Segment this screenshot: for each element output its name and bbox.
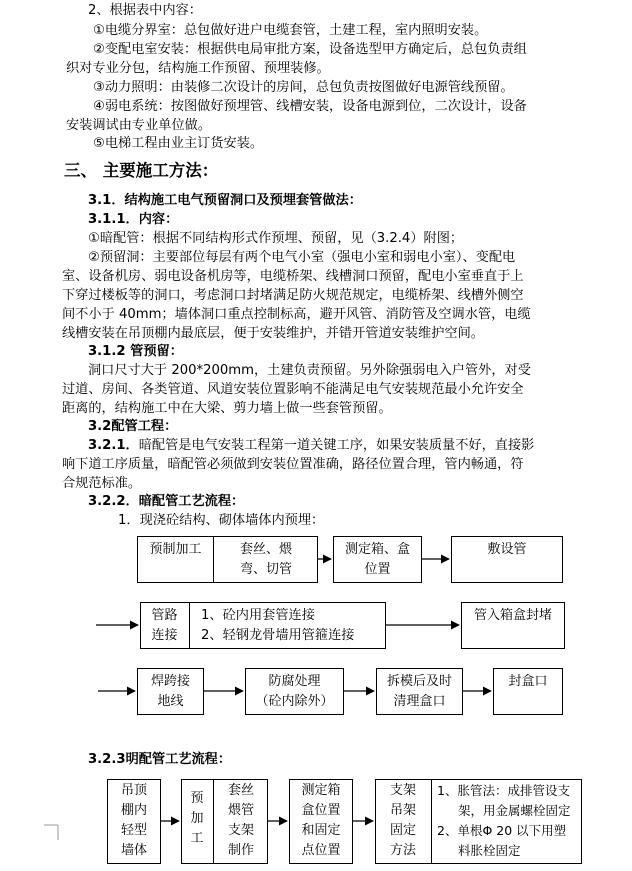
scope-item: ③动力照明：由装修二次设计的房间，总包负责按图做好电源管线预留。	[93, 80, 514, 95]
paragraph-line: 下穿过楼板等的洞口，考虑洞口封堵满足防火规范规定，电缆桥架、线槽外侧空	[62, 288, 524, 303]
flow-text: 墙体	[120, 843, 147, 858]
subsection-title: 3.2.3明配管工艺流程：	[88, 752, 232, 767]
paragraph-line: ②预留洞：主要部位每层有两个电气小室（强电小室和弱电小室）、变配电	[88, 250, 516, 265]
paragraph-line: ①暗配管：根据不同结构形式作预埋、预留，见（3.2.4）附图；	[88, 231, 464, 246]
flow-text: 制作	[227, 843, 254, 858]
flow-note: 料胀栓固定	[458, 843, 521, 858]
scope-item: ①电缆分界室：总包做好进户电缆套管，土建工程，室内照明安装。	[93, 23, 488, 38]
flow-note: 1、胀管法：成排管设支	[437, 783, 570, 798]
flow-text: 加	[190, 811, 204, 826]
paragraph-line: 线槽安装在吊顶棚内最底层，便于安装维护，并错开管道安装维护空间。	[62, 326, 484, 341]
flow-text: 焊跨接	[150, 674, 190, 689]
flow-text: 吊顶	[120, 783, 147, 798]
subsection-title: 3.2配管工程：	[88, 419, 178, 434]
flow-text: 测定箱	[301, 783, 341, 798]
flow-text: 支架	[389, 783, 416, 798]
paragraph-line: 间不小于 40mm；墙体洞口重点控制标高，避开风管、消防管及空调水管，电缆	[62, 307, 531, 322]
section-title: 三、 主要施工方法：	[64, 161, 219, 180]
flow-text: 煨管	[227, 803, 254, 818]
scope-item: ②变配电室安装：根据供电局审批方案，设备选型甲方确定后，总包负责组	[93, 42, 527, 57]
flow-text: 盒位置	[301, 803, 341, 818]
flow-text: 敷设管	[487, 542, 527, 557]
flow-text: （砼内除外）	[255, 694, 334, 709]
flow-text: 管入箱盒封堵	[473, 608, 552, 623]
flow-text: 工	[190, 831, 204, 846]
subsection-title: 3.1.2 管预留：	[88, 344, 183, 359]
flow-text: 套丝、煨	[239, 542, 292, 557]
scope-heading: 2、根据表中内容：	[88, 3, 202, 18]
flow-text: 测定箱、盒	[344, 542, 410, 557]
paragraph-line: 洞口尺寸大于 200*200mm，土建负责预留。另外除强弱电入户管外，对受	[88, 363, 531, 378]
flow-text: 1、砼内用套管连接	[201, 608, 315, 623]
flow-text: 方法	[389, 843, 416, 858]
scope-item: ⑤电梯工程由业主订货安装。	[93, 136, 264, 151]
subsection-title: 3.1．结构施工电气预留洞口及预埋套管做法：	[88, 193, 362, 208]
flow-text: 弯、切管	[239, 562, 292, 577]
subsection-sub: 1．现浇砼结构、砌体墙体内预埋：	[118, 513, 325, 528]
flow-text: 2、轻钢龙骨墙用管箍连接	[201, 628, 355, 643]
flow-text: 管路	[151, 608, 178, 623]
flow-note: 2、单根Φ 20 以下用塑	[437, 823, 567, 838]
flow-text: 棚内	[120, 803, 147, 818]
paragraph-line: 过道、房间、各类管道、风道安装位置影响不能满足电气安装规范最小允许安全	[62, 382, 524, 397]
paragraph-line: 3.2.1．暗配管是电气安装工程第一道关键工序，如果安装质量不好，直接影	[88, 438, 535, 453]
scope-item: 安装调试由专业单位做。	[66, 118, 212, 133]
subsection-title: 3.1.1．内容：	[88, 212, 179, 227]
subsection-number: 3.2.1．	[88, 438, 139, 453]
scope-item: 织对专业分包，结构施工作预留、预埋装修。	[66, 61, 330, 76]
subsection-number: 3.2.3	[88, 752, 126, 767]
flow-text: 套丝	[227, 783, 254, 798]
flow-text: 轻型	[120, 823, 147, 838]
flow-text: 清理盒口	[393, 694, 446, 709]
flow-text: 吊架	[389, 803, 416, 818]
flow-text: 封盒口	[508, 674, 548, 689]
paragraph-line: 响下道工序质量，暗配管必须做到安装位置准确，路径位置合理，管内畅通，符	[62, 457, 524, 472]
paragraph-line: 距离的，结构施工中在大梁、剪力墙上做一些套管预留。	[62, 401, 392, 416]
flow-text: 地线	[157, 694, 184, 709]
flow-text: 点位置	[301, 843, 341, 858]
flow-text: 预	[190, 791, 204, 806]
flow-text: 和固定	[301, 823, 341, 838]
paragraph-line: 室、设备机房、弱电设备机房等，电缆桥架、线槽洞口预留，配电小室垂直于上	[62, 269, 524, 284]
flow-text: 连接	[151, 628, 178, 643]
scope-item: ④弱电系统：按图做好预埋管、线槽安装，设备电源到位，二次设计，设备	[93, 99, 527, 114]
paragraph-line: 合规范标准。	[62, 476, 142, 491]
flow-note: 架，用金属螺栓固定	[458, 803, 571, 818]
subsection-title: 3.2.2．暗配管工艺流程：	[88, 494, 245, 509]
flow-text: 拆模后及时	[386, 674, 452, 689]
flow-text: 防腐处理	[268, 674, 321, 689]
flow-text: 位置	[364, 562, 391, 577]
flow-text: 固定	[389, 823, 416, 838]
flow-text: 支架	[227, 823, 254, 838]
flow-text: 预制加工	[149, 542, 202, 557]
